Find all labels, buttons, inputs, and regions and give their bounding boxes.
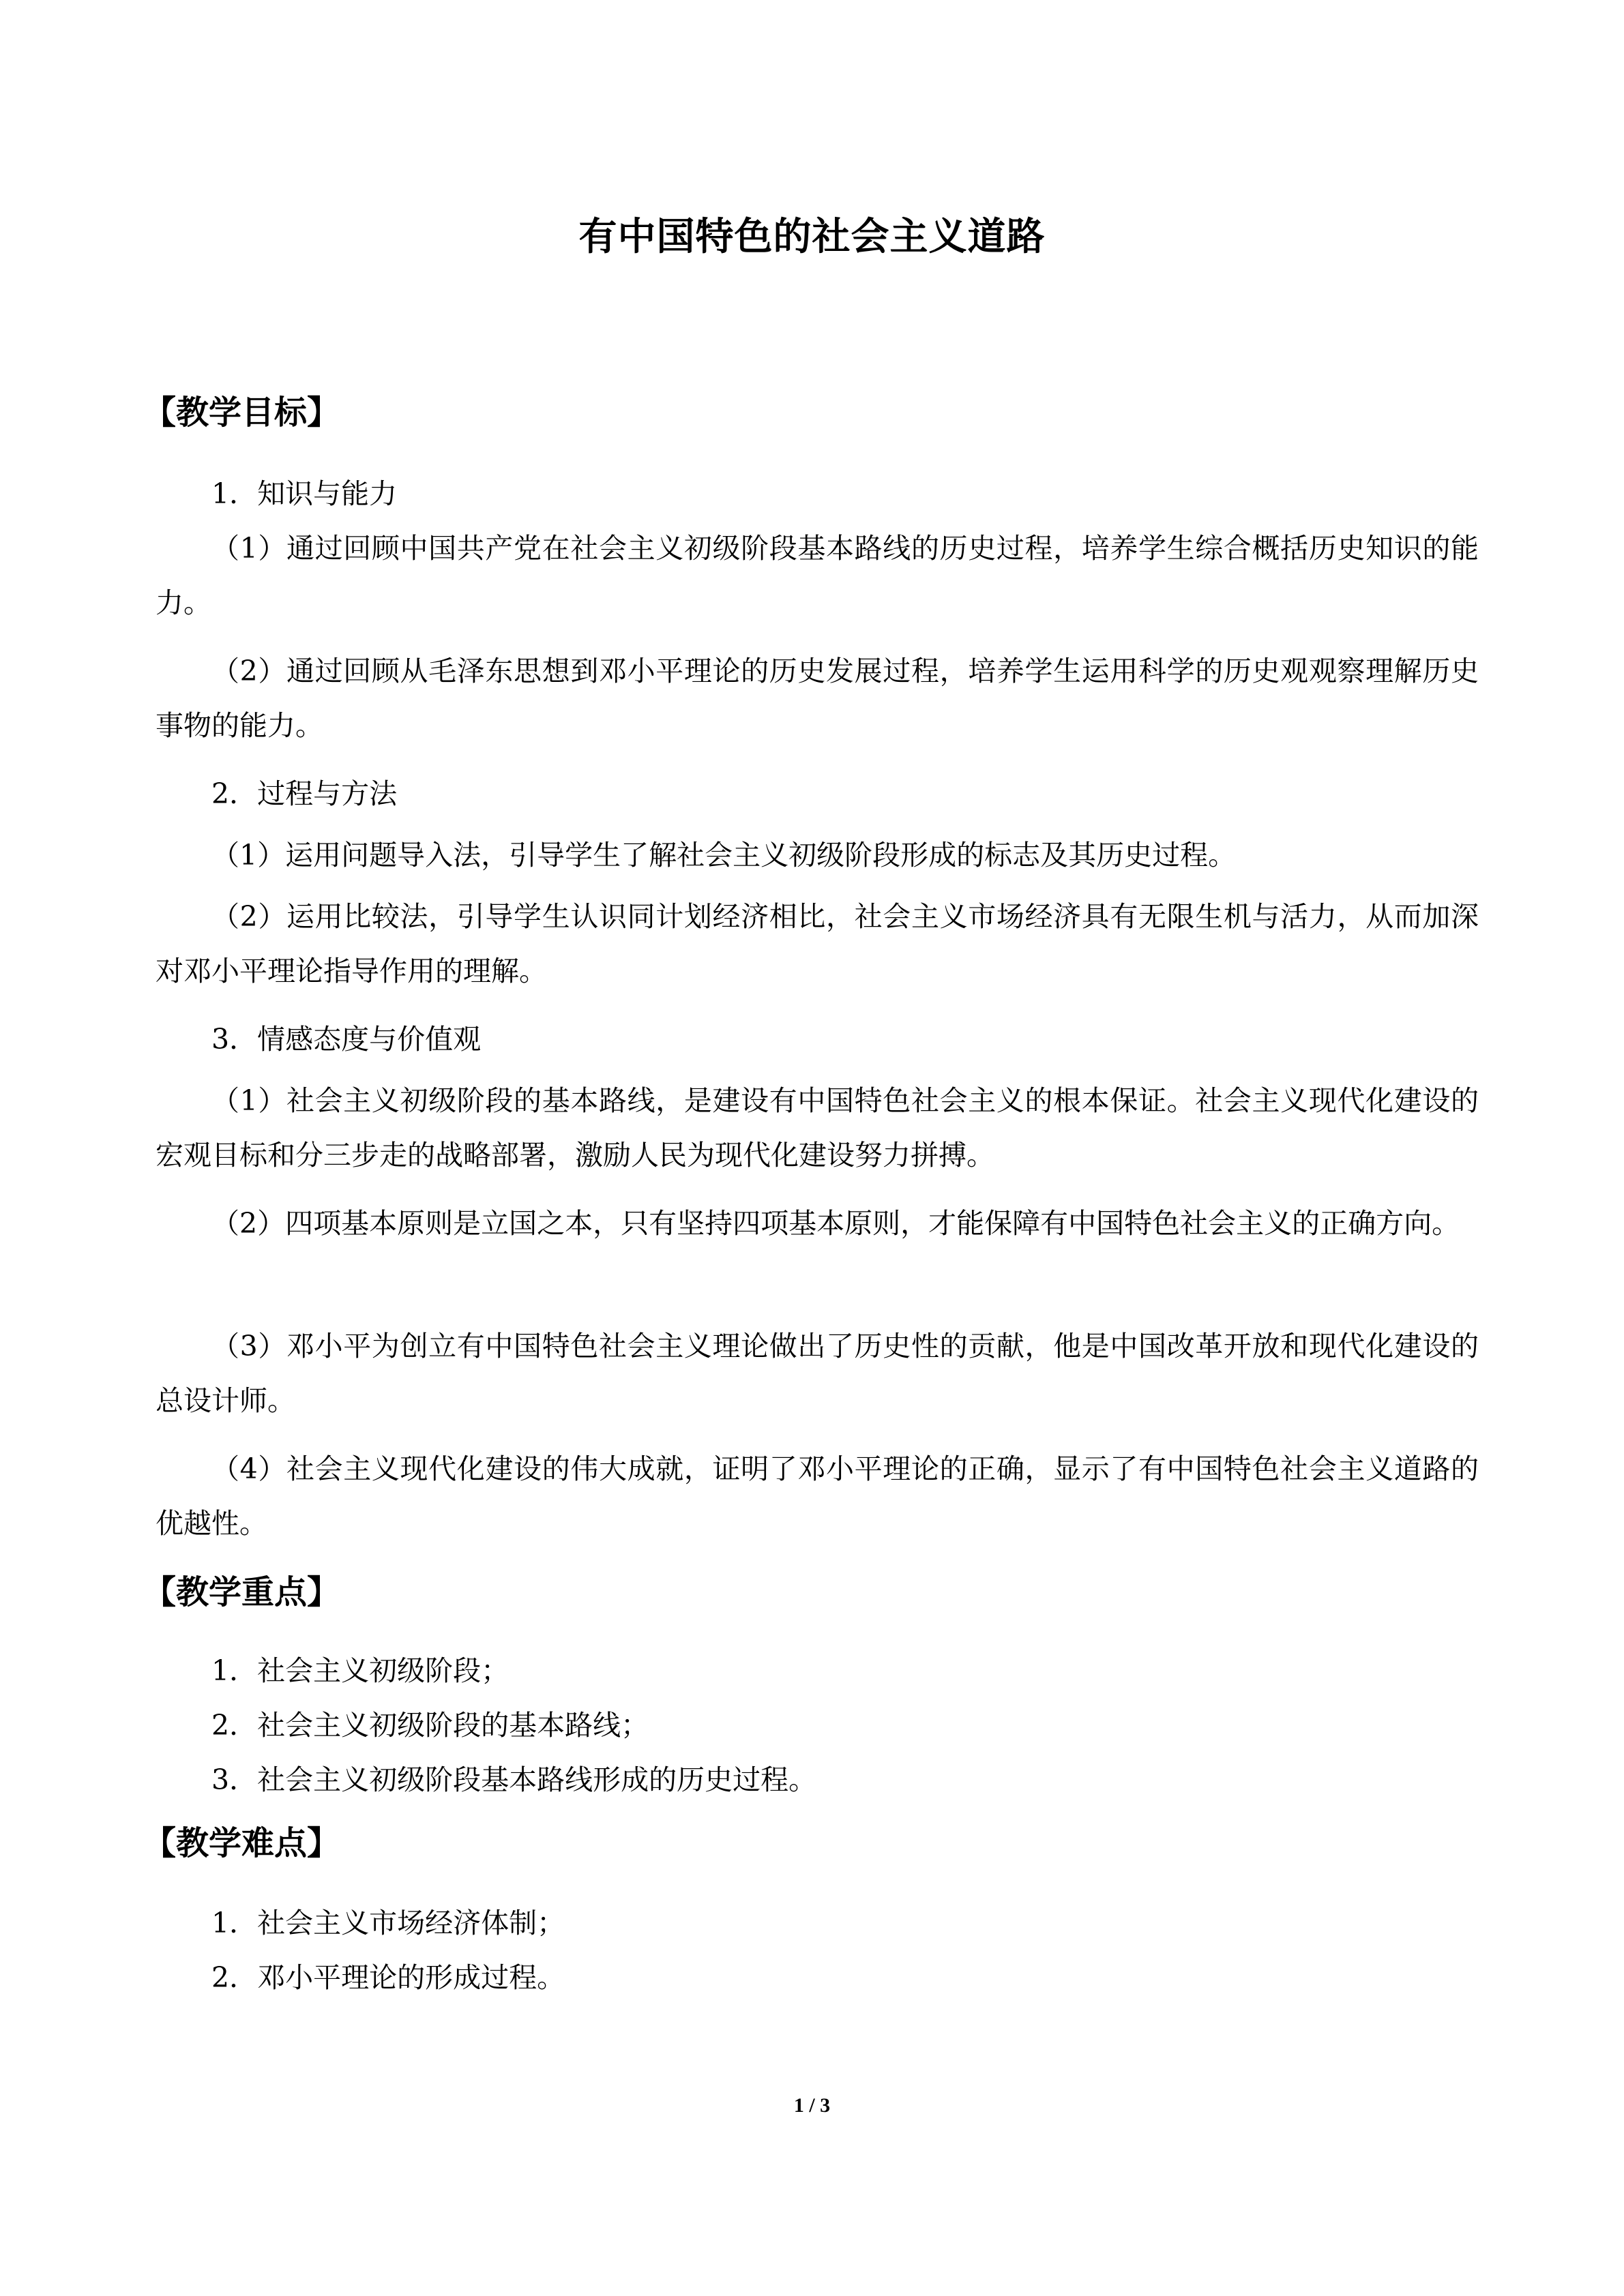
key-point-item: 3．社会主义初级阶段基本路线形成的历史过程。 bbox=[211, 1763, 817, 1796]
page-title: 有中国特色的社会主义道路 bbox=[578, 215, 1046, 259]
objective-item-process: 2．过程与方法 bbox=[211, 777, 398, 810]
difficulty-item: 1．社会主义市场经济体制； bbox=[211, 1907, 565, 1939]
objective-paragraph: （2）四项基本原则是立国之本，只有坚持四项基本原则，才能保障有中国特色社会主义的正确方向。 bbox=[211, 1207, 1460, 1240]
section-heading-key-points: 【教学重点】 bbox=[143, 1573, 340, 1611]
objective-item-values: 3．情感态度与价值观 bbox=[211, 1023, 482, 1056]
difficulty-item: 2．邓小平理论的形成过程。 bbox=[211, 1961, 565, 1994]
key-point-item: 1．社会主义初级阶段； bbox=[211, 1654, 510, 1687]
objective-paragraph: （1）通过回顾中国共产党在社会主义初级阶段基本路线的历史过程，培养学生综合概括历史知识的能力。 bbox=[156, 532, 1479, 619]
key-point-item: 2．社会主义初级阶段的基本路线； bbox=[211, 1709, 649, 1742]
objective-paragraph: （2）运用比较法，引导学生认识同计划经济相比，社会主义市场经济具有无限生机与活力，从而加深对邓小平理论指导作用的理解。 bbox=[156, 900, 1479, 987]
page-number: 1 / 3 bbox=[793, 2094, 831, 2117]
objective-paragraph: （2）通过回顾从毛泽东思想到邓小平理论的历史发展过程，培养学生运用科学的历史观观察理解历史事物的能力。 bbox=[156, 655, 1479, 742]
objective-paragraph: （4）社会主义现代化建设的伟大成就，证明了邓小平理论的正确，显示了有中国特色社会主义道路的优越性。 bbox=[156, 1452, 1479, 1540]
section-heading-difficulties: 【教学难点】 bbox=[143, 1824, 340, 1862]
objective-paragraph: （3）邓小平为创立有中国特色社会主义理论做出了历史性的贡献，他是中国改革开放和现代化建设的总设计师。 bbox=[156, 1330, 1479, 1417]
objective-paragraph: （1）社会主义初级阶段的基本路线，是建设有中国特色社会主义的根本保证。社会主义现代化建设的宏观目标和分三步走的战略部署，激励人民为现代化建设努力拼搏。 bbox=[156, 1084, 1479, 1172]
objective-item-knowledge: 1．知识与能力 bbox=[211, 477, 398, 510]
section-heading-objectives: 【教学目标】 bbox=[143, 393, 340, 432]
objective-paragraph: （1）运用问题导入法，引导学生了解社会主义初级阶段形成的标志及其历史过程。 bbox=[211, 839, 1237, 871]
